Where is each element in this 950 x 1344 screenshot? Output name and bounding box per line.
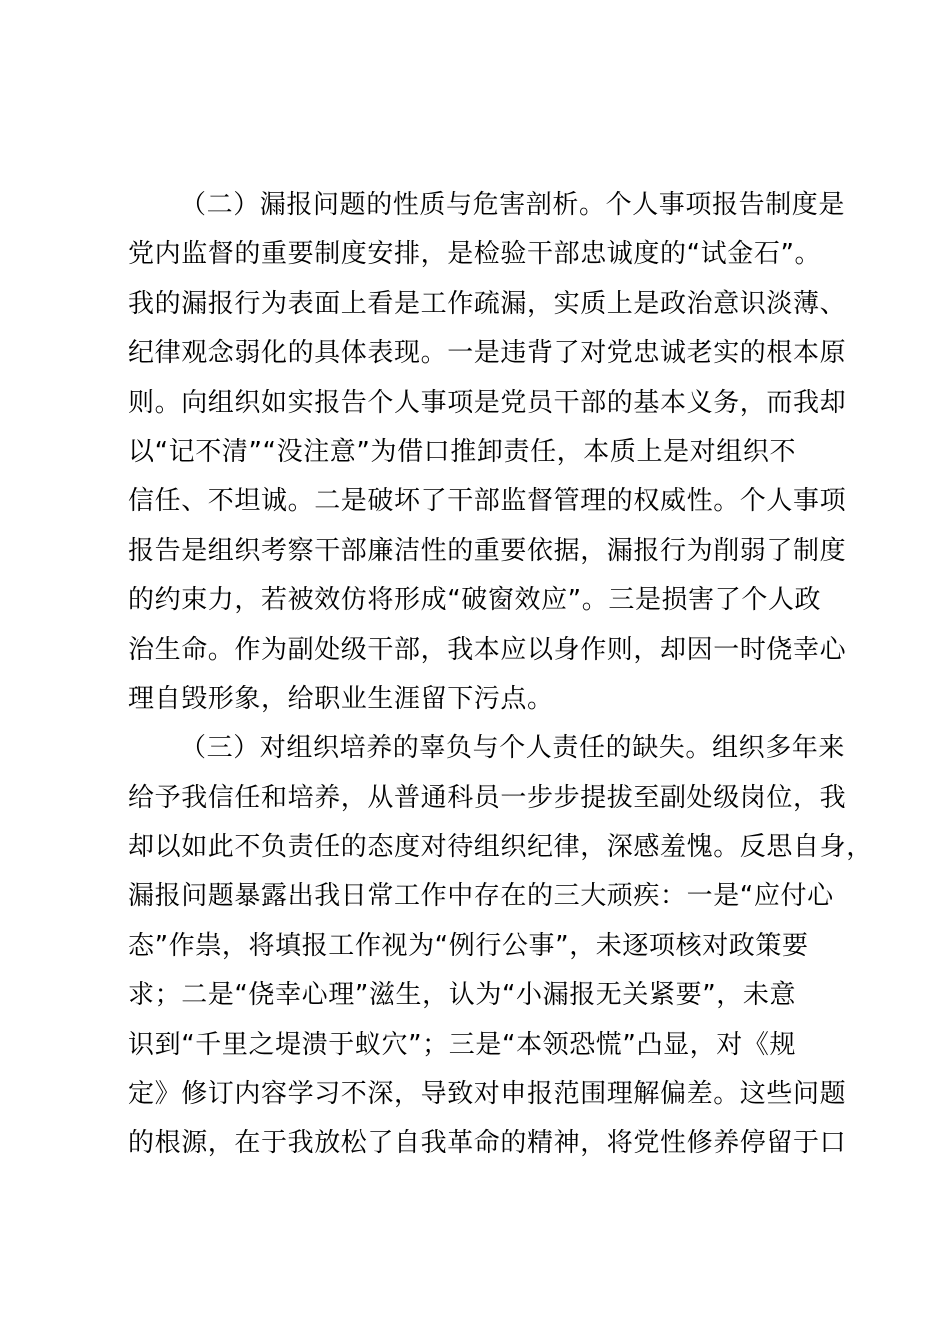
text-line: 我的漏报行为表面上看是工作疏漏，实质上是政治意识淡薄、 [128, 288, 847, 319]
text-line: 党内监督的重要制度安排，是检验干部忠诚度的“试金石”。 [128, 239, 822, 270]
text-line: 治生命。作为副处级干部，我本应以身作则，却因一时侥幸心 [128, 634, 847, 665]
text-line: 以“记不清”“没注意”为借口推卸责任，本质上是对组织不 [128, 436, 797, 467]
document-body [128, 181, 873, 1169]
text-line: 定》修订内容学习不深，导致对申报范围理解偏差。这些问题 [128, 1079, 847, 1110]
text-line: 漏报问题暴露出我日常工作中存在的三大顽疾：一是“应付心 [128, 881, 834, 912]
text-line: 态”作祟，将填报工作视为“例行公事”，未逐项核对政策要 [128, 930, 809, 961]
text-line: 信任、不坦诚。二是破坏了干部监督管理的权威性。个人事项 [128, 486, 847, 517]
text-line: 理自毁形象，给职业生涯留下污点。 [128, 683, 554, 714]
text-line: （三）对组织培养的辜负与个人责任的缺失。组织多年来 [180, 733, 846, 764]
text-line: 给予我信任和培养，从普通科员一步步提拔至副处级岗位，我 [128, 782, 847, 813]
paragraph-section-3 [128, 724, 873, 1169]
paragraph-section-2 [128, 181, 847, 724]
text-line: 则。向组织如实报告个人事项是党员干部的基本义务，而我却 [128, 387, 847, 418]
text-line: 识到“千里之堤溃于蚁穴”；三是“本领恐慌”凸显，对《规 [128, 1029, 797, 1060]
text-line: 报告是组织考察干部廉洁性的重要依据，漏报行为削弱了制度 [128, 535, 847, 566]
text-line: 求；二是“侥幸心理”滋生，认为“小漏报无关紧要”，未意 [128, 980, 797, 1011]
text-line: 却以如此不负责任的态度对待组织纪律，深感羞愧。反思自身， [128, 832, 873, 863]
text-line: 的根源，在于我放松了自我革命的精神，将党性修养停留于口 [128, 1128, 847, 1159]
text-line: （二）漏报问题的性质与危害剖析。个人事项报告制度是 [180, 190, 846, 220]
text-line: 的约束力，若被效仿将形成“破窗效应”。三是损害了个人政 [128, 585, 822, 616]
text-line: 纪律观念弱化的具体表现。一是违背了对党忠诚老实的根本原 [128, 338, 847, 369]
